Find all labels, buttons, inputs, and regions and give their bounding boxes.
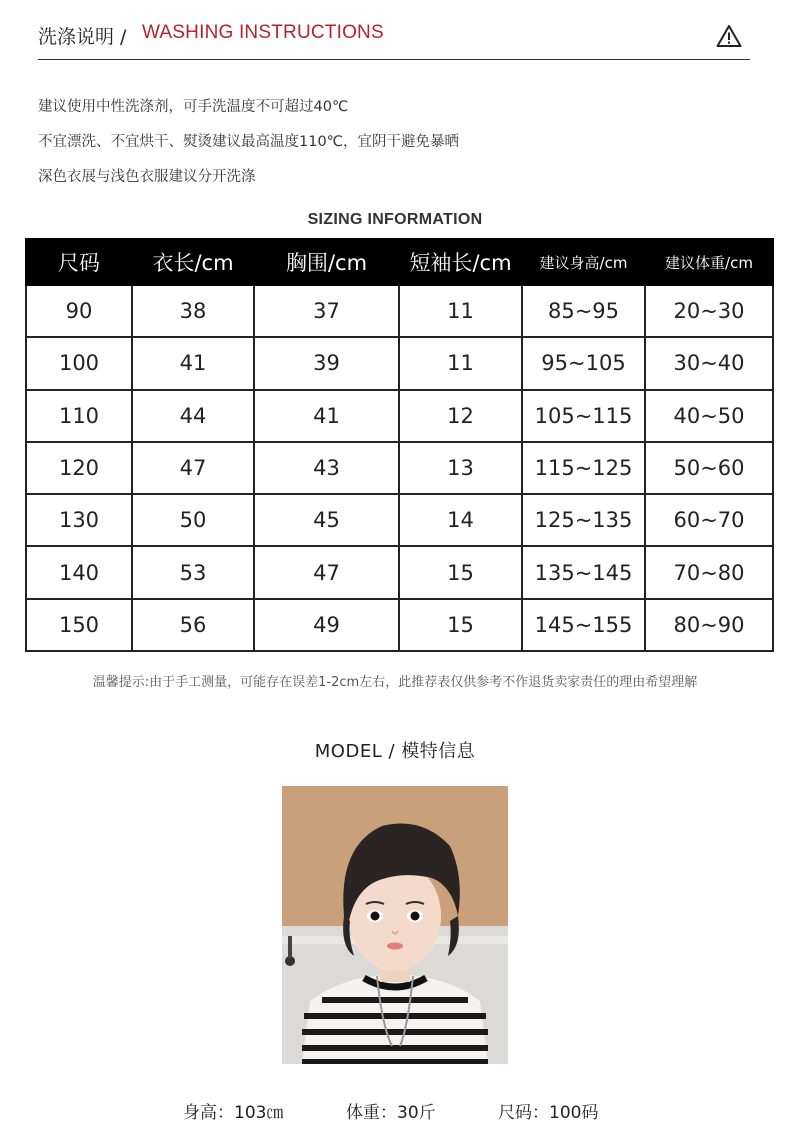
cell-weight: 40~50 [645,390,773,442]
cell-sleeve: 15 [399,546,522,598]
sizing-title: SIZING INFORMATION [307,211,483,228]
cell-chest: 47 [254,546,399,598]
size-table-header-row [26,239,773,285]
model-height: 身高：103㎝ [183,1103,284,1123]
cell-chest: 37 [254,285,399,337]
cell-size: 130 [26,494,132,546]
table-row [26,285,773,337]
cell-chest: 39 [254,337,399,389]
cell-chest: 43 [254,442,399,494]
washing-header [38,20,750,60]
cell-length: 56 [132,599,254,651]
measurement-note: 温馨提示:由于手工测量，可能存在误差1-2cm左右，此推荐表仅供参考不作退货卖家责任的理由希望理解 [92,675,698,690]
warning-triangle-icon [716,24,742,48]
cell-height: 105~115 [522,390,645,442]
cell-length: 53 [132,546,254,598]
cell-sleeve: 12 [399,390,522,442]
washing-line-ironing: 不宜漂洗、不宜烘干、熨烫建议最高温度110℃，宜阴干避免暴晒 [38,134,459,150]
model-size: 尺码：100码 [498,1103,599,1123]
washing-title-cn: 洗涤说明 / [38,26,127,48]
cell-sleeve: 11 [399,285,522,337]
cell-size: 110 [26,390,132,442]
model-photo [282,786,508,1064]
header-sleeve: 短袖长/cm [399,239,522,285]
cell-chest: 41 [254,390,399,442]
cell-weight: 50~60 [645,442,773,494]
cell-sleeve: 13 [399,442,522,494]
cell-size: 150 [26,599,132,651]
washing-line-detergent: 建议使用中性洗涤剂，可手洗温度不可超过40℃ [38,99,349,115]
washing-line-separate: 深色衣展与浅色衣服建议分开洗涤 [38,169,256,185]
table-row [26,390,773,442]
header-weight: 建议体重/cm [645,239,773,285]
cell-height: 95~105 [522,337,645,389]
cell-height: 85~95 [522,285,645,337]
cell-length: 38 [132,285,254,337]
table-row [26,546,773,598]
cell-length: 47 [132,442,254,494]
cell-chest: 49 [254,599,399,651]
cell-length: 41 [132,337,254,389]
header-chest: 胸围/cm [254,239,399,285]
cell-size: 100 [26,337,132,389]
cell-chest: 45 [254,494,399,546]
cell-sleeve: 11 [399,337,522,389]
cell-weight: 60~70 [645,494,773,546]
header-height: 建议身高/cm [522,239,645,285]
cell-weight: 30~40 [645,337,773,389]
cell-sleeve: 14 [399,494,522,546]
size-table [25,238,774,652]
header-length: 衣长/cm [132,239,254,285]
cell-size: 90 [26,285,132,337]
cell-length: 44 [132,390,254,442]
cell-height: 115~125 [522,442,645,494]
model-title: MODEL / 模特信息 [314,741,476,762]
model-weight: 体重：30斤 [346,1103,436,1123]
cell-size: 120 [26,442,132,494]
cell-height: 135~145 [522,546,645,598]
header-size: 尺码 [26,239,132,285]
cell-weight: 80~90 [645,599,773,651]
washing-title-en: WASHING INSTRUCTIONS [142,22,384,43]
cell-weight: 20~30 [645,285,773,337]
cell-sleeve: 15 [399,599,522,651]
table-row [26,494,773,546]
table-row [26,599,773,651]
cell-size: 140 [26,546,132,598]
cell-height: 145~155 [522,599,645,651]
table-row [26,442,773,494]
cell-length: 50 [132,494,254,546]
cell-weight: 70~80 [645,546,773,598]
cell-height: 125~135 [522,494,645,546]
table-row [26,337,773,389]
